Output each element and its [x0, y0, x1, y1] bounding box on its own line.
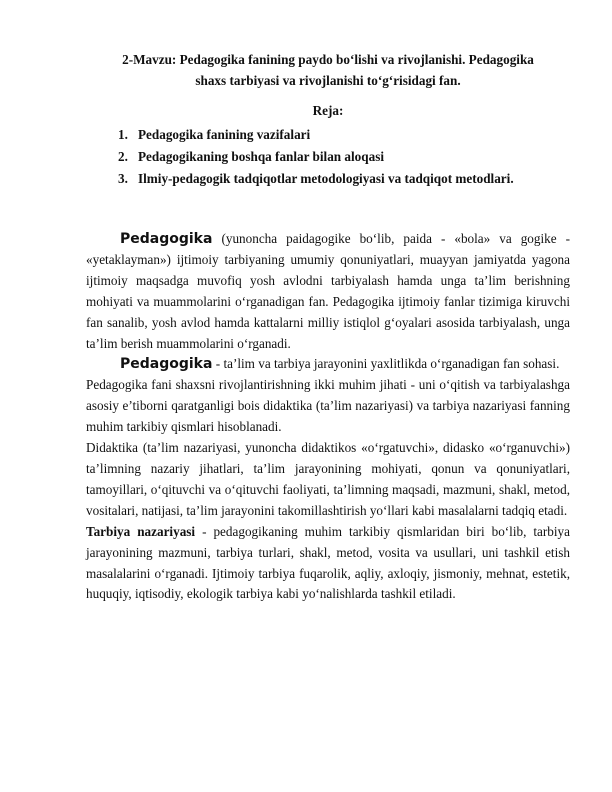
plan-item-text: Ilmiy-pedagogik tadqiqotlar metodologiyasi va tadqiqot metodlari. [138, 171, 514, 186]
plan-item-number: 1. [118, 127, 128, 142]
plan-heading: Reja: [312, 103, 344, 118]
title-line-1: 2-Mavzu: Pedagogika fanining paydo bo‘lishi va rivojlanishi. Pedagogika [122, 52, 534, 67]
plan-item-text: Pedagogikaning boshqa fanlar bilan aloqasi [138, 149, 385, 164]
paragraph-text: Pedagogika fani shaxsni rivojlantirishning ikki muhim jihati - uni o‘qitish va tarbiyalashga asosiy e’tiborni qaratganligi bois didaktika (ta’lim nazariyasi) va tarbiya nazariyasi fanning muhim tarkibiy qismlari hisoblanadi. [86, 377, 570, 435]
paragraph-components [86, 375, 570, 438]
paragraph-didaktika [86, 438, 570, 522]
paragraph-text: - ta’lim va tarbiya jarayonini yaxlitlikda o‘rganadigan fan sohasi. [212, 356, 560, 372]
plan-item-number: 2. [118, 149, 128, 164]
paragraph-term: Tarbiya nazariyasi [86, 523, 196, 539]
body-text [86, 229, 570, 605]
plan-item [118, 124, 514, 146]
title-line-2: shaxs tarbiyasi va rivojlanishi to‘g‘risidagi fan. [195, 73, 461, 88]
plan-item [118, 168, 514, 190]
plan-list [118, 124, 514, 190]
paragraph-keyword: Pedagogika [120, 231, 213, 247]
paragraph-pedagogika-field [86, 354, 570, 375]
paragraph-text: (yunoncha paidagogike bo‘lib, paida - «bola» va gogike - «yetaklayman») ijtimoiy tarbiyaning umumiy qonuniyatlari, muayyan jamiyatda yagona ijtimoiy maqsadga muvofiq yosh avlodni tarbiyalash hamda unga ta’lim berishning mohiyati va muammolarini o‘rganadigan fan. Pedagogika ijtimoiy fanlar tizimiga kiruvchi fan sanalib, yosh avlod hamda kattalarni milliy istiqlol g‘oyalari asosida tarbiyalash, unga ta’lim berish muammolarini o‘rganadi. [86, 231, 570, 351]
plan-item-number: 3. [118, 171, 128, 186]
paragraph-text: Didaktika (ta’lim nazariyasi, yunoncha didaktikos «o‘rgatuvchi», didasko «o‘rganuvchi») ta’limning nazariy jihatlari, ta’lim jarayonining mohiyati, qonun va qonuniyatlari, tamoyillari, o‘qituvchi va o‘qituvchi faoliyati, ta’limning maqsadi, mazmuni, shakl, metod, vositalari, natijasi, ta’lim jarayonini takomillashtirish yo‘llari kabi masalalarni tadqiq etadi. [86, 440, 570, 518]
plan-item-text: Pedagogika fanining vazifalari [138, 127, 311, 142]
paragraph-text: - pedagogikaning muhim tarkibiy qismlaridan biri bo‘lib, tarbiya jarayonining mazmuni, tarbiya turlari, shakl, metod, vosita va usullari, uni tashkil etish masalalarini o‘rganadi. Ijtimoiy tarbiya fuqarolik, aqliy, axloqiy, jismoniy, mehnat, estetik, huquqiy, iqtisodiy, ekologik tarbiya kabi yo‘nalishlarda tashkil etiladi. [86, 523, 571, 602]
paragraph-tarbiya-nazariyasi [86, 522, 570, 606]
document-title [86, 49, 570, 91]
paragraph-pedagogika-definition [86, 229, 570, 354]
paragraph-keyword: Pedagogika [120, 356, 213, 373]
plan-item [118, 146, 514, 168]
